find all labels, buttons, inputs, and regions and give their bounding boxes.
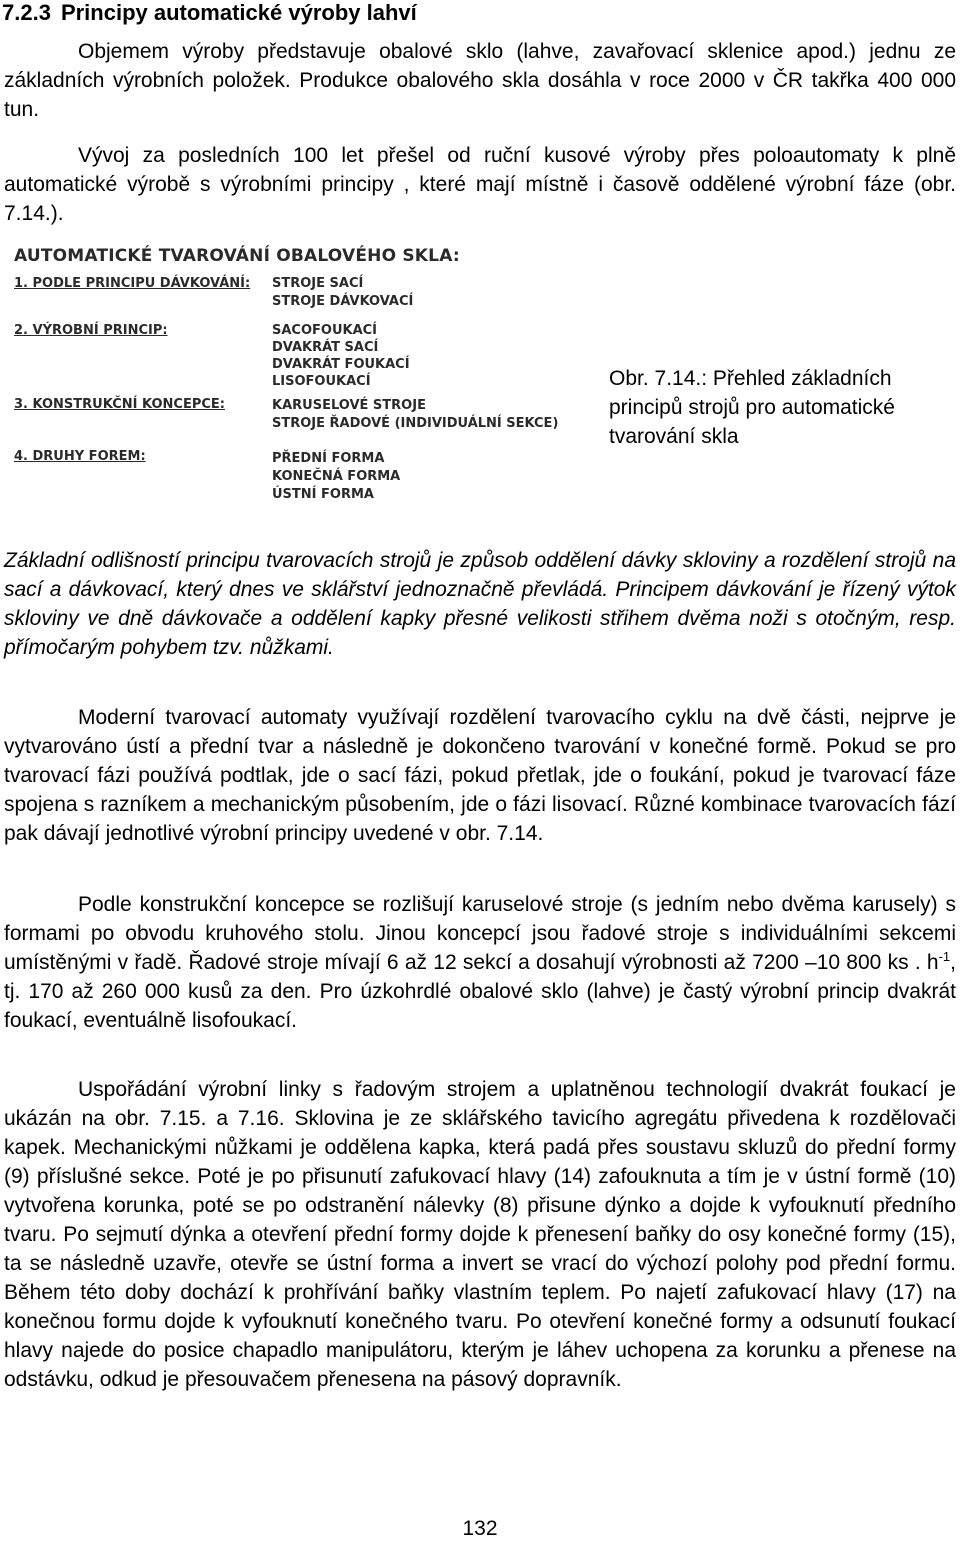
superscript-exponent: -1 [938,949,951,964]
figure-item: PŘEDNÍ FORMA [272,451,385,466]
figure-item: DVAKRÁT SACÍ [272,340,379,355]
figure-group-heading: 3. KONSTRUKČNÍ KONCEPCE: [14,397,225,412]
paragraph-history: Vývoj za posledních 100 let přešel od ruční kusové výroby přes poloautomaty k plně automatické výrobě s výrobními principy , které mají místně i časově oddělené výrobní fáze (obr. 7.14.). [4,144,956,225]
figure-item: STROJE SACÍ [272,276,364,291]
figure-item: STROJE DÁVKOVACÍ [272,294,414,309]
figure-item: DVAKRÁT FOUKACÍ [272,357,410,372]
figure-item: KARUSELOVÉ STROJE [272,398,426,413]
figure-title: AUTOMATICKÉ TVAROVÁNÍ OBALOVÉHO SKLA: [14,246,460,266]
paragraph-modern-machines: Moderní tvarovací automaty využívají rozdělení tvarovacího cyklu na dvě části, nejprve je vytvarováno ústí a přední tvar a následně je dokončeno tvarování v konečné formě. Pokud se pro tvarovací fázi používá podtlak, jde o sací fázi, pokud přetlak, jde o foukání, pokud je tvarovací fáze spojena s razníkem a mechanickým působením, jde o fázi lisovací. Různé kombinace tvarovacích fází pak dávají jednotlivé výrobní principy uvedené v obr. 7.14. [4,706,956,845]
paragraph-construction-text-b: , tj. 170 až 260 000 kusů za den. Pro úzkohrdlé obalové sklo (lahve) je častý výrobní princip dvakrát foukací, eventuálně lisofoukací. [4,951,956,1032]
figure-7-14 [14,246,594,508]
section-title: Principy automatické výroby lahví [60,0,417,25]
figure-caption: Obr. 7.14.: Přehled základních principů strojů pro automatické tvarování skla [609,367,895,448]
paragraph-differences: Základní odlišností principu tvarovacích strojů je způsob oddělení dávky skloviny a rozdělení strojů na sací a dávkovací, který dnes ve sklářství jednoznačně převládá. Principem dávkování je řízený výtok skloviny ve dně dávkovače a oddělení kapky přesné velikosti střihem dvěma noži s otočným, resp. přímočarým pohybem tzv. nůžkami. [4,549,956,659]
figure-item: KONEČNÁ FORMA [272,469,401,484]
figure-item: LISOFOUKACÍ [272,374,371,389]
paragraph-construction-text-a: Podle konstrukční koncepce se rozlišují karuselové stroje (s jedním nebo dvěma karusely) s formami po obvodu kruhového stolu. Jinou koncepcí jsou řadové stroje s individuálními sekcemi umístěnými v řadě. Řadové stroje mívají 6 až 12 sekcí a dosahují výrobnosti až 7200 –10 800 ks . h [4,893,956,974]
figure-item: SACOFOUKACÍ [272,323,378,338]
paragraph-intro: Objemem výroby představuje obalové sklo (lahve, zavařovací sklenice apod.) jednu ze základních výrobních položek. Produkce obalového skla dosáhla v roce 2000 v ČR takřka 400 000 tun. [4,40,956,121]
figure-group-heading: 2. VÝROBNÍ PRINCIP: [14,323,168,338]
figure-group-heading: 4. DRUHY FOREM: [14,449,146,464]
section-heading [2,0,417,28]
section-number: 7.2.3 [2,0,51,25]
page-number: 132 [462,1517,498,1540]
paragraph-production-line: Uspořádání výrobní linky s řadovým strojem a uplatněnou technologií dvakrát foukací je ukázán na obr. 7.15. a 7.16. Sklovina je ze sklářského tavicího agregátu přivedena k rozdělovači kapek. Mechanickými nůžkami je oddělena kapka, která padá přes soustavu skluzů do přední formy (9) příslušné sekce. Poté je po přisunutí zafukovací hlavy (14) zafouknuta a tím je v ústní formě (10) vytvořena korunka, poté se po odstranění nálevky (8) přisune dýnko a dojde k vyfouknutí předního tvaru. Po sejmutí dýnka a otevření přední formy dojde k přenesení baňky do osy konečné formy (15), ta se následně uzavře, otevře se ústní forma a invert se vrací do výchozí polohy pod přední formu. Během této doby dochází k prohřívání baňky vlastním teplem. Po najetí zafukovací hlavy (17) na konečnou formu dojde k vyfouknutí konečného tvaru. Po otevření konečné formy a odsunutí foukací hlavy najede do posice chapadlo manipulátoru, kterým je láhev uchopena za korunku a přenese na odstávku, odkud je přesouvačem přenesena na pásový dopravník. [4,1078,956,1391]
figure-item: STROJE ŘADOVÉ (INDIVIDUÁLNÍ SEKCE) [272,416,559,431]
figure-item: ÚSTNÍ FORMA [272,487,374,502]
figure-group-heading: 1. PODLE PRINCIPU DÁVKOVÁNÍ: [14,276,251,291]
paragraph-construction [4,890,956,1035]
